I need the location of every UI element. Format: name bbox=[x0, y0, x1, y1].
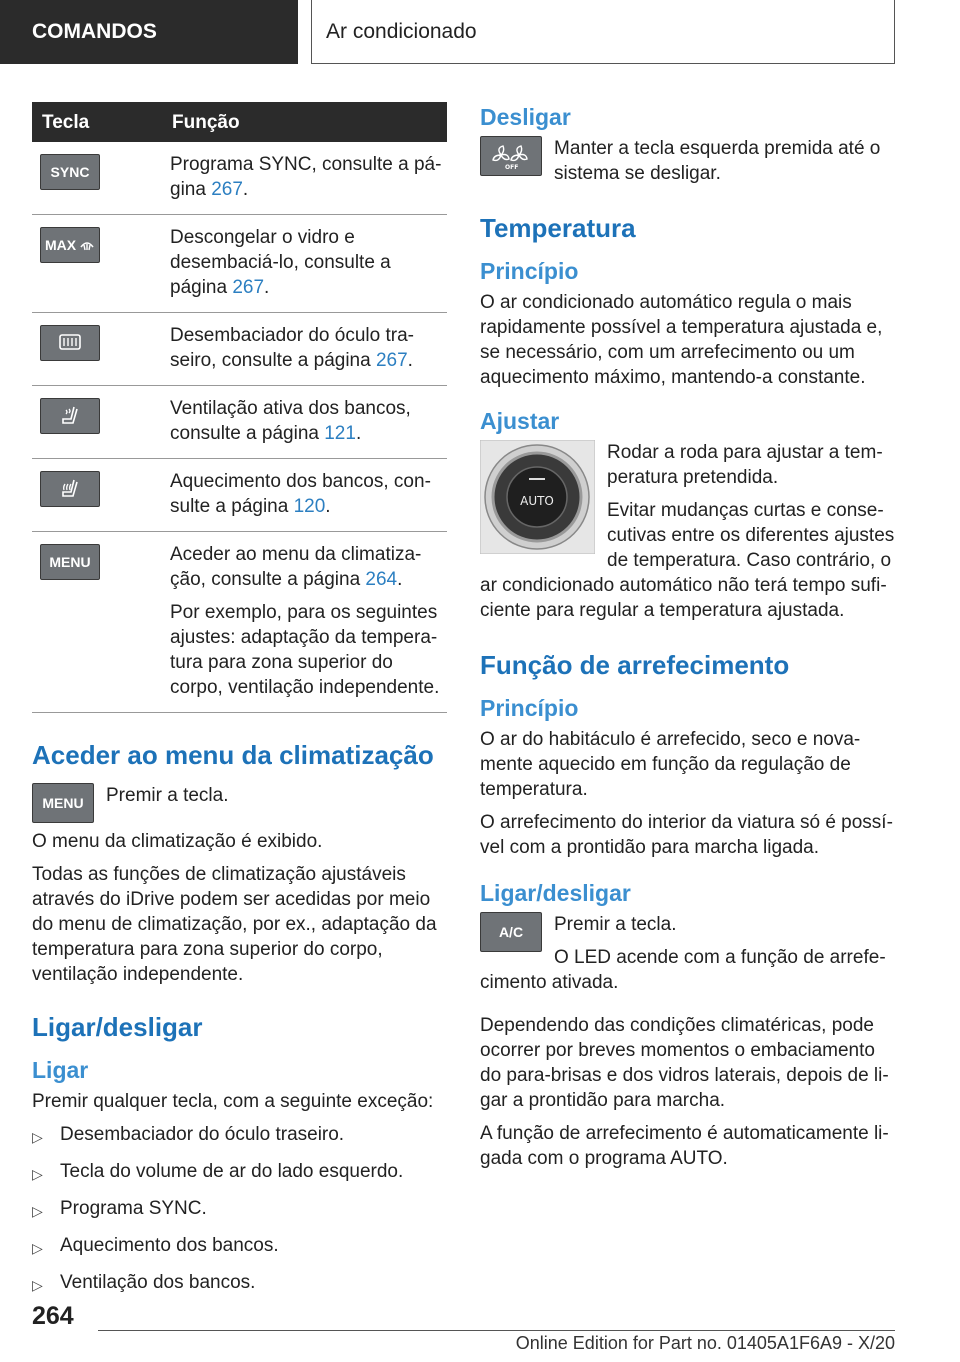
row-tail: . bbox=[325, 496, 331, 517]
seat-heating-key-icon bbox=[40, 471, 100, 507]
list-item: ▷ Aquecimento dos bancos. bbox=[32, 1233, 447, 1261]
menu-step-text: Premir a tecla. bbox=[106, 785, 229, 806]
row-tail: . bbox=[355, 423, 362, 444]
on-subtitle: Ligar bbox=[32, 1057, 89, 1083]
page-number: 264 bbox=[32, 1302, 74, 1330]
footer-edition: Online Edition for Part no. 01405A1F6A9 - X/20 bbox=[515, 1333, 895, 1353]
ac-key-icon: A/C bbox=[480, 912, 542, 952]
off-text: Manter a tecla esquerda premida até o sistema se desligar. bbox=[554, 138, 881, 184]
key-function-table bbox=[32, 102, 447, 713]
list-item: ▷ Ventilação dos bancos. bbox=[32, 1270, 447, 1298]
table-row bbox=[32, 532, 447, 713]
adjust-title: Ajustar bbox=[480, 408, 560, 434]
cooling-paragraph-2: A função de arrefecimento é automaticamente ligada com o programa AUTO. bbox=[480, 1123, 889, 1169]
table-row bbox=[32, 386, 447, 459]
cooling-onoff-title: Ligar/desligar bbox=[480, 880, 631, 906]
page-ref-link[interactable]: 120 bbox=[293, 496, 326, 517]
list-item: ▷ Desembaciador do óculo traseiro. bbox=[32, 1122, 447, 1150]
table-row bbox=[32, 313, 447, 386]
header-topic: Ar condicionado bbox=[311, 0, 895, 64]
row-text: Desembaciador do óculo traseiro, consulte a página bbox=[170, 325, 414, 371]
fan-off-key-icon bbox=[480, 136, 542, 176]
triangle-bullet-icon: ▷ bbox=[32, 1203, 43, 1219]
menu-paragraph-2: Todas as funções de climatização ajustáveis através do iDrive podem ser acedidas por meio do menu de climatização, por ex., adaptação da temperatura para zona superior do corpo, ventilação independente. bbox=[32, 864, 437, 985]
row-tail: . bbox=[264, 277, 270, 298]
menu-paragraph-1: O menu da climatização é exibido. bbox=[32, 831, 323, 852]
page-ref-link[interactable]: 264 bbox=[365, 569, 398, 590]
seat-ventilation-key-icon bbox=[40, 398, 100, 434]
table-row bbox=[32, 142, 447, 215]
sync-key-icon: SYNC bbox=[40, 154, 100, 190]
cooling-step-1: Premir a tecla. bbox=[554, 914, 677, 935]
table-row bbox=[32, 215, 447, 313]
menu-section-title: Aceder ao menu da climatização bbox=[32, 740, 434, 770]
row-text: Aquecimento dos bancos, consulte a página bbox=[170, 471, 431, 517]
temperature-knob-image bbox=[480, 440, 595, 554]
triangle-bullet-icon: ▷ bbox=[32, 1166, 43, 1182]
off-subtitle: Desligar bbox=[480, 104, 571, 130]
svg-text:OFF: OFF bbox=[505, 164, 519, 171]
max-defrost-key-icon: MAX bbox=[40, 227, 100, 263]
page-ref-link[interactable]: 267 bbox=[232, 277, 265, 298]
on-intro-text: Premir qualquer tecla, com a seguinte exceção: bbox=[32, 1091, 434, 1112]
triangle-bullet-icon: ▷ bbox=[32, 1240, 43, 1256]
onoff-title: Ligar/desligar bbox=[32, 1012, 203, 1042]
cooling-principle-title: Princípio bbox=[480, 695, 579, 721]
menu-key-icon: MENU bbox=[32, 783, 94, 823]
page-ref-link[interactable]: 121 bbox=[324, 423, 356, 444]
list-item: ▷ Tecla do volume de ar do lado esquerdo. bbox=[32, 1159, 447, 1187]
left-column bbox=[32, 102, 447, 1307]
row-tail: . bbox=[397, 569, 403, 590]
table-row bbox=[32, 459, 447, 532]
temperature-title: Temperatura bbox=[480, 213, 636, 243]
temperature-principle-text: O ar condicionado automático regula o mais rapidamente possível a temperatura ajustada e, se necessário, com um arrefecimento ou um aquecimento máximo, mantendo-a constante. bbox=[480, 292, 883, 388]
page-ref-link[interactable]: 267 bbox=[375, 350, 408, 371]
rear-defrost-key-icon bbox=[40, 325, 100, 361]
footer-divider bbox=[98, 1330, 895, 1331]
right-column bbox=[480, 102, 895, 1179]
adjust-paragraph-2: Evitar mudanças curtas e consecutivas entre os diferentes ajustes de temperatura. Caso contrário, o ar condicionado automático não terá tempo suficiente para regular a temperatura ajustada. bbox=[480, 500, 895, 621]
triangle-bullet-icon: ▷ bbox=[32, 1277, 43, 1293]
row-text: Descongelar o vidro e desembaciá-lo, consulte a página bbox=[170, 227, 391, 298]
header-section: COMANDOS bbox=[0, 0, 298, 64]
cooling-principle-p2: O arrefecimento do interior da viatura só é possível com a prontidão para marcha ligada. bbox=[480, 812, 893, 858]
row-text: Programa SYNC, consulte a página bbox=[170, 154, 442, 200]
menu-key-icon: MENU bbox=[40, 544, 100, 580]
cooling-principle-p1: O ar do habitáculo é arrefecido, seco e novamente aquecido em função da regulação de temperatura. bbox=[480, 729, 861, 800]
cooling-paragraph-1: Dependendo das condições climatéricas, pode ocorrer por breves momentos o embaciamento do para-brisas e dos vidros laterais, depois de ligar a prontidão para marcha. bbox=[480, 1015, 889, 1111]
col-header-key: Tecla bbox=[32, 102, 158, 142]
row-tail: . bbox=[242, 179, 249, 200]
page-ref-link[interactable]: 267 bbox=[211, 179, 243, 200]
adjust-paragraph-1: Rodar a roda para ajustar a temperatura pretendida. bbox=[607, 442, 883, 488]
cooling-title: Função de arrefecimento bbox=[480, 650, 790, 680]
knob-auto-label: AUTO bbox=[520, 494, 554, 508]
row-text: Ventilação ativa dos bancos, consulte a página bbox=[170, 398, 411, 444]
list-item: ▷ Programa SYNC. bbox=[32, 1196, 447, 1224]
row-tail: . bbox=[407, 350, 413, 371]
row-text: Aceder ao menu da climatização, consulte a página bbox=[170, 544, 422, 590]
row-extra-text: Por exemplo, para os seguintes ajustes: adaptação da temperatura para zona superior do corpo, ventilação independente. bbox=[170, 602, 440, 698]
triangle-bullet-icon: ▷ bbox=[32, 1129, 43, 1145]
cooling-step-2: O LED acende com a função de arrefecimento ativada. bbox=[480, 947, 886, 993]
temperature-principle-title: Princípio bbox=[480, 258, 579, 284]
col-header-function: Função bbox=[158, 102, 447, 142]
